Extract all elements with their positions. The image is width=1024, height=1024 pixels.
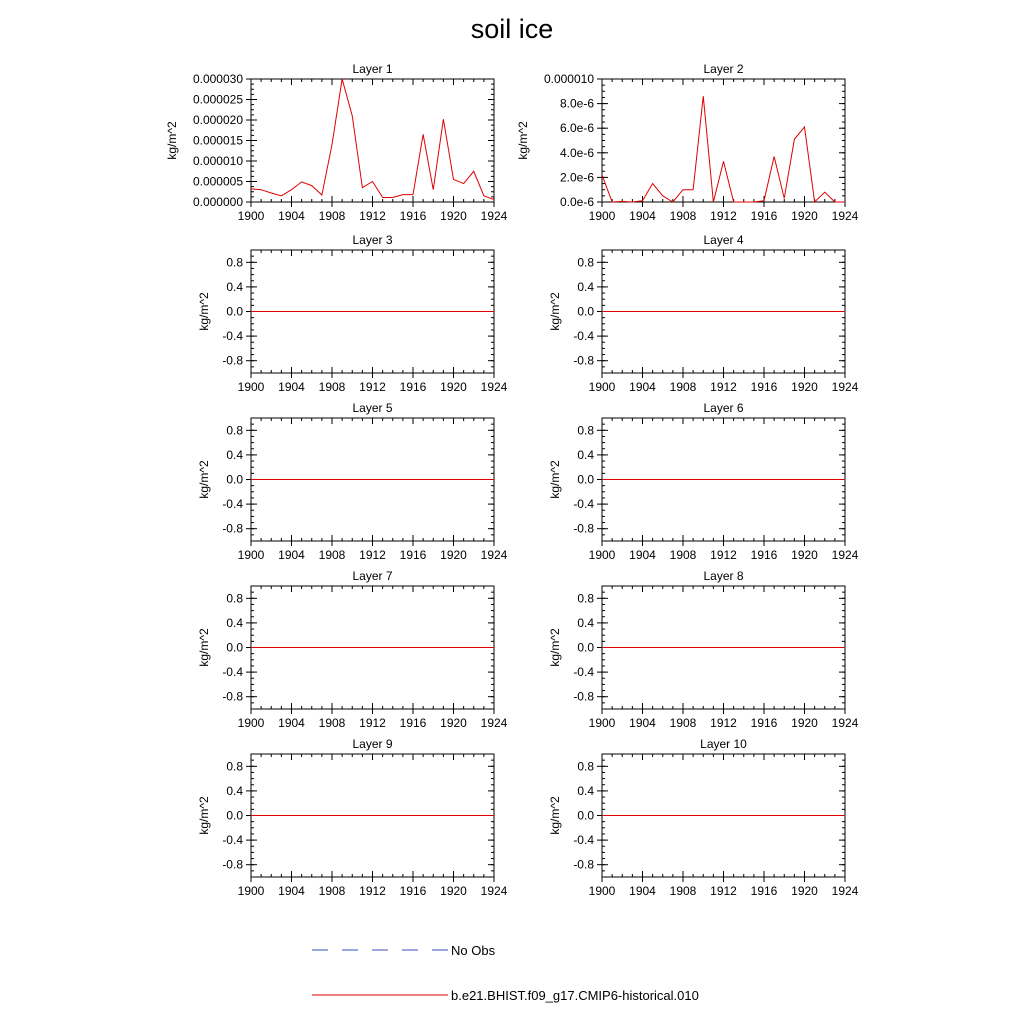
- y-tick-label: -0.4: [573, 329, 594, 344]
- y-tick-label: 0.4: [577, 783, 594, 798]
- x-tick-label: 1908: [669, 548, 697, 562]
- panel-title: Layer 8: [703, 569, 744, 583]
- y-tick-label: -0.4: [573, 833, 594, 848]
- y-tick-label: 0.0: [577, 808, 594, 823]
- x-tick-label: 1904: [278, 884, 305, 898]
- x-tick-label: 1908: [669, 884, 697, 898]
- y-tick-label: 0.000010: [192, 154, 243, 168]
- y-tick-label: 0.4: [226, 783, 243, 798]
- legend: [312, 943, 699, 1003]
- y-tick-label: 0.000015: [192, 133, 243, 148]
- panel-title: Layer 4: [703, 233, 744, 247]
- y-tick-label: 0.000005: [192, 174, 243, 189]
- x-tick-label: 1900: [237, 716, 265, 730]
- y-axis-label: kg/m^2: [165, 121, 179, 160]
- panel-title: Layer 7: [352, 569, 393, 583]
- x-tick-label: 1924: [831, 209, 859, 223]
- y-tick-label: 0.000030: [192, 72, 243, 86]
- x-tick-label: 1908: [669, 716, 697, 730]
- x-tick-label: 1908: [318, 380, 346, 394]
- x-tick-label: 1920: [791, 380, 818, 394]
- x-tick-label: 1924: [480, 884, 508, 898]
- x-tick-label: 1924: [831, 716, 859, 730]
- panel-layer-5: [197, 401, 508, 562]
- x-tick-label: 1900: [588, 716, 616, 730]
- y-tick-label: -0.8: [222, 857, 243, 872]
- x-tick-label: 1916: [750, 209, 778, 223]
- x-tick-label: 1916: [750, 548, 778, 562]
- x-tick-label: 1904: [629, 716, 656, 730]
- panel-layer-3: [197, 233, 508, 394]
- y-tick-label: 0.4: [577, 279, 594, 294]
- y-tick-label: 0.0: [577, 304, 594, 319]
- panel-layer-6: [548, 401, 859, 562]
- x-tick-label: 1916: [399, 548, 427, 562]
- x-tick-label: 1924: [480, 209, 508, 223]
- panel-layer-1: [165, 62, 508, 223]
- x-tick-label: 1900: [237, 548, 265, 562]
- panel-layer-4: [548, 233, 859, 394]
- x-tick-label: 1912: [359, 380, 386, 394]
- x-tick-label: 1904: [629, 380, 656, 394]
- y-tick-label: -0.4: [222, 833, 243, 848]
- panel-layer-8: [548, 569, 859, 730]
- y-tick-label: 0.4: [577, 615, 594, 630]
- x-tick-label: 1920: [440, 716, 467, 730]
- y-tick-label: -0.4: [222, 329, 243, 344]
- x-tick-label: 1920: [791, 884, 818, 898]
- x-tick-label: 1908: [318, 884, 346, 898]
- y-axis-label: kg/m^2: [548, 460, 562, 499]
- x-tick-label: 1912: [710, 380, 737, 394]
- x-tick-label: 1904: [629, 209, 656, 223]
- y-tick-label: 0.4: [226, 279, 243, 294]
- y-axis-label: kg/m^2: [516, 121, 530, 160]
- x-tick-label: 1916: [399, 209, 427, 223]
- y-axis-label: kg/m^2: [197, 460, 211, 499]
- x-tick-label: 1916: [399, 716, 427, 730]
- y-axis-label: kg/m^2: [197, 292, 211, 331]
- y-tick-label: 0.000010: [543, 72, 594, 86]
- x-tick-label: 1924: [480, 548, 508, 562]
- y-tick-label: 0.000000: [192, 195, 243, 209]
- y-axis-label: kg/m^2: [548, 796, 562, 835]
- panel-layer-2: [516, 62, 859, 223]
- x-tick-label: 1920: [440, 380, 467, 394]
- y-tick-label: 0.4: [226, 615, 243, 630]
- x-tick-label: 1920: [440, 884, 467, 898]
- y-tick-label: 8.0e-6: [559, 96, 594, 111]
- x-tick-label: 1920: [440, 209, 467, 223]
- y-tick-label: -0.8: [573, 521, 594, 536]
- page-title: soil ice: [470, 14, 554, 44]
- x-tick-label: 1904: [278, 380, 305, 394]
- y-tick-label: -0.8: [573, 857, 594, 872]
- y-tick-label: 0.0e-6: [559, 195, 594, 209]
- x-tick-label: 1904: [278, 548, 305, 562]
- x-tick-label: 1916: [399, 380, 427, 394]
- x-tick-label: 1912: [710, 884, 737, 898]
- y-tick-label: 0.0: [226, 808, 243, 823]
- x-tick-label: 1904: [629, 884, 656, 898]
- x-tick-label: 1916: [750, 716, 778, 730]
- y-tick-label: 0.0: [226, 304, 243, 319]
- series-line: [251, 79, 494, 200]
- panel-title: Layer 2: [703, 62, 744, 76]
- panel-layer-7: [197, 569, 508, 730]
- plot-frame: [251, 79, 494, 202]
- x-tick-label: 1916: [750, 884, 778, 898]
- y-tick-label: 0.8: [226, 759, 243, 774]
- y-tick-label: 2.0e-6: [559, 170, 594, 185]
- y-tick-label: -0.4: [573, 665, 594, 680]
- panel-title: Layer 5: [352, 401, 393, 415]
- x-tick-label: 1924: [831, 884, 859, 898]
- panel-layer-9: [197, 737, 508, 898]
- y-tick-label: 0.8: [226, 255, 243, 270]
- x-tick-label: 1912: [359, 209, 386, 223]
- y-tick-label: -0.4: [222, 665, 243, 680]
- panel-title: Layer 10: [700, 737, 747, 751]
- y-tick-label: 0.0: [577, 472, 594, 487]
- x-tick-label: 1920: [791, 548, 818, 562]
- x-tick-label: 1924: [480, 380, 508, 394]
- x-tick-label: 1912: [710, 209, 737, 223]
- y-tick-label: 0.8: [226, 591, 243, 606]
- y-tick-label: -0.4: [222, 497, 243, 512]
- y-tick-label: -0.8: [573, 353, 594, 368]
- y-tick-label: -0.4: [573, 497, 594, 512]
- y-tick-label: 0.8: [577, 591, 594, 606]
- x-tick-label: 1900: [237, 380, 265, 394]
- x-tick-label: 1900: [588, 209, 616, 223]
- x-tick-label: 1924: [480, 716, 508, 730]
- y-tick-label: 0.4: [577, 447, 594, 462]
- x-tick-label: 1920: [791, 209, 818, 223]
- x-tick-label: 1924: [831, 380, 859, 394]
- legend-label-no-obs: No Obs: [451, 943, 496, 958]
- y-tick-label: 0.8: [577, 255, 594, 270]
- y-tick-label: 0.8: [226, 423, 243, 438]
- x-tick-label: 1904: [629, 548, 656, 562]
- y-tick-label: 0.8: [577, 423, 594, 438]
- x-tick-label: 1912: [359, 716, 386, 730]
- y-tick-label: -0.8: [222, 353, 243, 368]
- x-tick-label: 1912: [359, 884, 386, 898]
- x-tick-label: 1904: [278, 716, 305, 730]
- x-tick-label: 1900: [588, 548, 616, 562]
- x-tick-label: 1908: [318, 716, 346, 730]
- y-tick-label: 0.0: [577, 640, 594, 655]
- y-tick-label: -0.8: [222, 689, 243, 704]
- panel-title: Layer 6: [703, 401, 744, 415]
- x-tick-label: 1904: [278, 209, 305, 223]
- x-tick-label: 1924: [831, 548, 859, 562]
- y-tick-label: 6.0e-6: [559, 121, 594, 136]
- y-axis-label: kg/m^2: [197, 796, 211, 835]
- x-tick-label: 1912: [359, 548, 386, 562]
- x-tick-label: 1920: [440, 548, 467, 562]
- y-axis-label: kg/m^2: [548, 292, 562, 331]
- x-tick-label: 1916: [750, 380, 778, 394]
- y-tick-label: 0.000020: [192, 113, 243, 127]
- series-line: [602, 96, 845, 202]
- y-tick-label: 0.0: [226, 640, 243, 655]
- x-tick-label: 1908: [669, 380, 697, 394]
- x-tick-label: 1908: [318, 548, 346, 562]
- x-tick-label: 1900: [237, 209, 265, 223]
- y-tick-label: 0.000025: [192, 92, 243, 107]
- panel-title: Layer 3: [352, 233, 393, 247]
- x-tick-label: 1900: [237, 884, 265, 898]
- x-tick-label: 1908: [318, 209, 346, 223]
- y-tick-label: 0.0: [226, 472, 243, 487]
- y-tick-label: 0.4: [226, 447, 243, 462]
- y-tick-label: 0.8: [577, 759, 594, 774]
- panel-layer-10: [548, 737, 859, 898]
- legend-label-model: b.e21.BHIST.f09_g17.CMIP6-historical.010: [451, 988, 699, 1003]
- x-tick-label: 1908: [669, 209, 697, 223]
- x-tick-label: 1916: [399, 884, 427, 898]
- y-axis-label: kg/m^2: [197, 628, 211, 667]
- panel-title: Layer 9: [352, 737, 393, 751]
- y-tick-label: -0.8: [573, 689, 594, 704]
- x-tick-label: 1900: [588, 884, 616, 898]
- panel-title: Layer 1: [352, 62, 393, 76]
- y-axis-label: kg/m^2: [548, 628, 562, 667]
- y-tick-label: 4.0e-6: [559, 145, 594, 160]
- plot-frame: [602, 79, 845, 202]
- x-tick-label: 1912: [710, 548, 737, 562]
- x-tick-label: 1900: [588, 380, 616, 394]
- x-tick-label: 1920: [791, 716, 818, 730]
- x-tick-label: 1912: [710, 716, 737, 730]
- y-tick-label: -0.8: [222, 521, 243, 536]
